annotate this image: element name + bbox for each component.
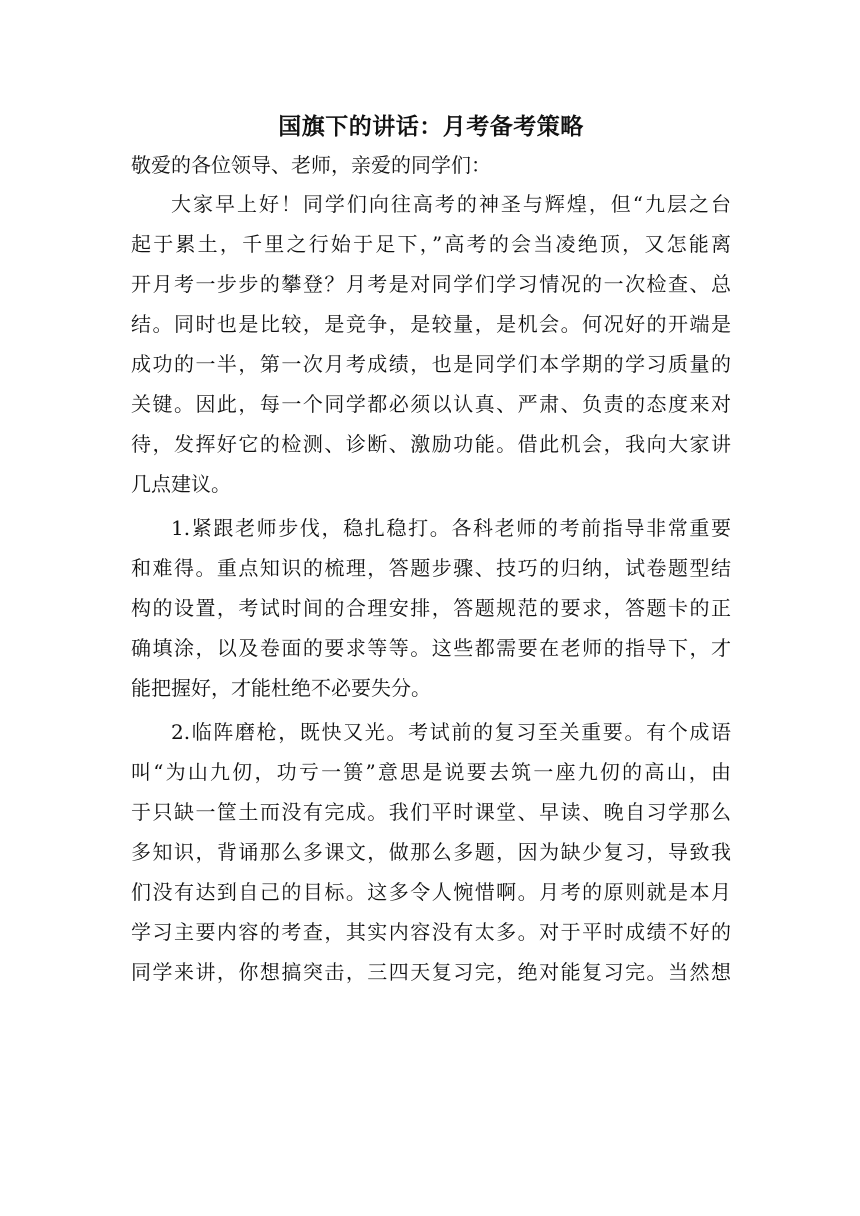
text-line: 们没有达到自己的目标。这多令人惋惜啊。月考的原则就是本月: [131, 880, 731, 904]
text-line: 大家早上好！同学们向往高考的神圣与辉煌，但“九层之台: [171, 192, 731, 216]
text-line: 同学来讲，你想搞突击，三四天复习完，绝对能复习完。当然想: [131, 960, 731, 984]
text-line: 成功的一半，第一次月考成绩，也是同学们本学期的学习质量的: [131, 352, 731, 376]
text-line: 开月考一步步的攀登？月考是对同学们学习情况的一次检查、总: [131, 272, 731, 296]
text-line: 1.紧跟老师步伐，稳扎稳打。各科老师的考前指导非常重要: [171, 516, 731, 540]
document-page: [131, 108, 731, 996]
text-line: 多知识，背诵那么多课文，做那么多题，因为缺少复习，导致我: [131, 840, 731, 864]
text-line: 结。同时也是比较，是竞争，是较量，是机会。何况好的开端是: [131, 312, 731, 336]
salutation: 敬爱的各位领导、老师，亲爱的同学们：: [131, 153, 491, 177]
text-line: 学习主要内容的考查，其实内容没有太多。对于平时成绩不好的: [131, 920, 731, 944]
text-line: 能把握好，才能杜绝不必要失分。: [131, 676, 431, 700]
paragraph-3: [131, 712, 731, 992]
text-line: 叫“为山九仞，功亏一篑”意思是说要去筑一座九仞的高山，由: [131, 760, 731, 784]
text-line: 几点建议。: [131, 472, 231, 496]
text-line: 于只缺一筐土而没有完成。我们平时课堂、早读、晚自习学那么: [131, 800, 731, 824]
page-title: 国旗下的讲话：月考备考策略: [278, 113, 584, 140]
text-line: 构的设置，考试时间的合理安排，答题规范的要求，答题卡的正: [131, 596, 731, 620]
paragraph-1: [131, 184, 731, 504]
text-line: 和难得。重点知识的梳理，答题步骤、技巧的归纳，试卷题型结: [131, 556, 731, 580]
paragraph-2: [131, 508, 731, 708]
text-line: 关键。因此，每一个同学都必须以认真、严肃、负责的态度来对: [131, 392, 731, 416]
text-line: 待，发挥好它的检测、诊断、激励功能。借此机会，我向大家讲: [131, 432, 731, 456]
text-line: 确填涂，以及卷面的要求等等。这些都需要在老师的指导下，才: [131, 636, 731, 660]
text-line: 2.临阵磨枪，既快又光。考试前的复习至关重要。有个成语: [171, 720, 731, 744]
text-line: 起于累土，千里之行始于足下，”高考的会当凌绝顶，又怎能离: [131, 232, 731, 256]
